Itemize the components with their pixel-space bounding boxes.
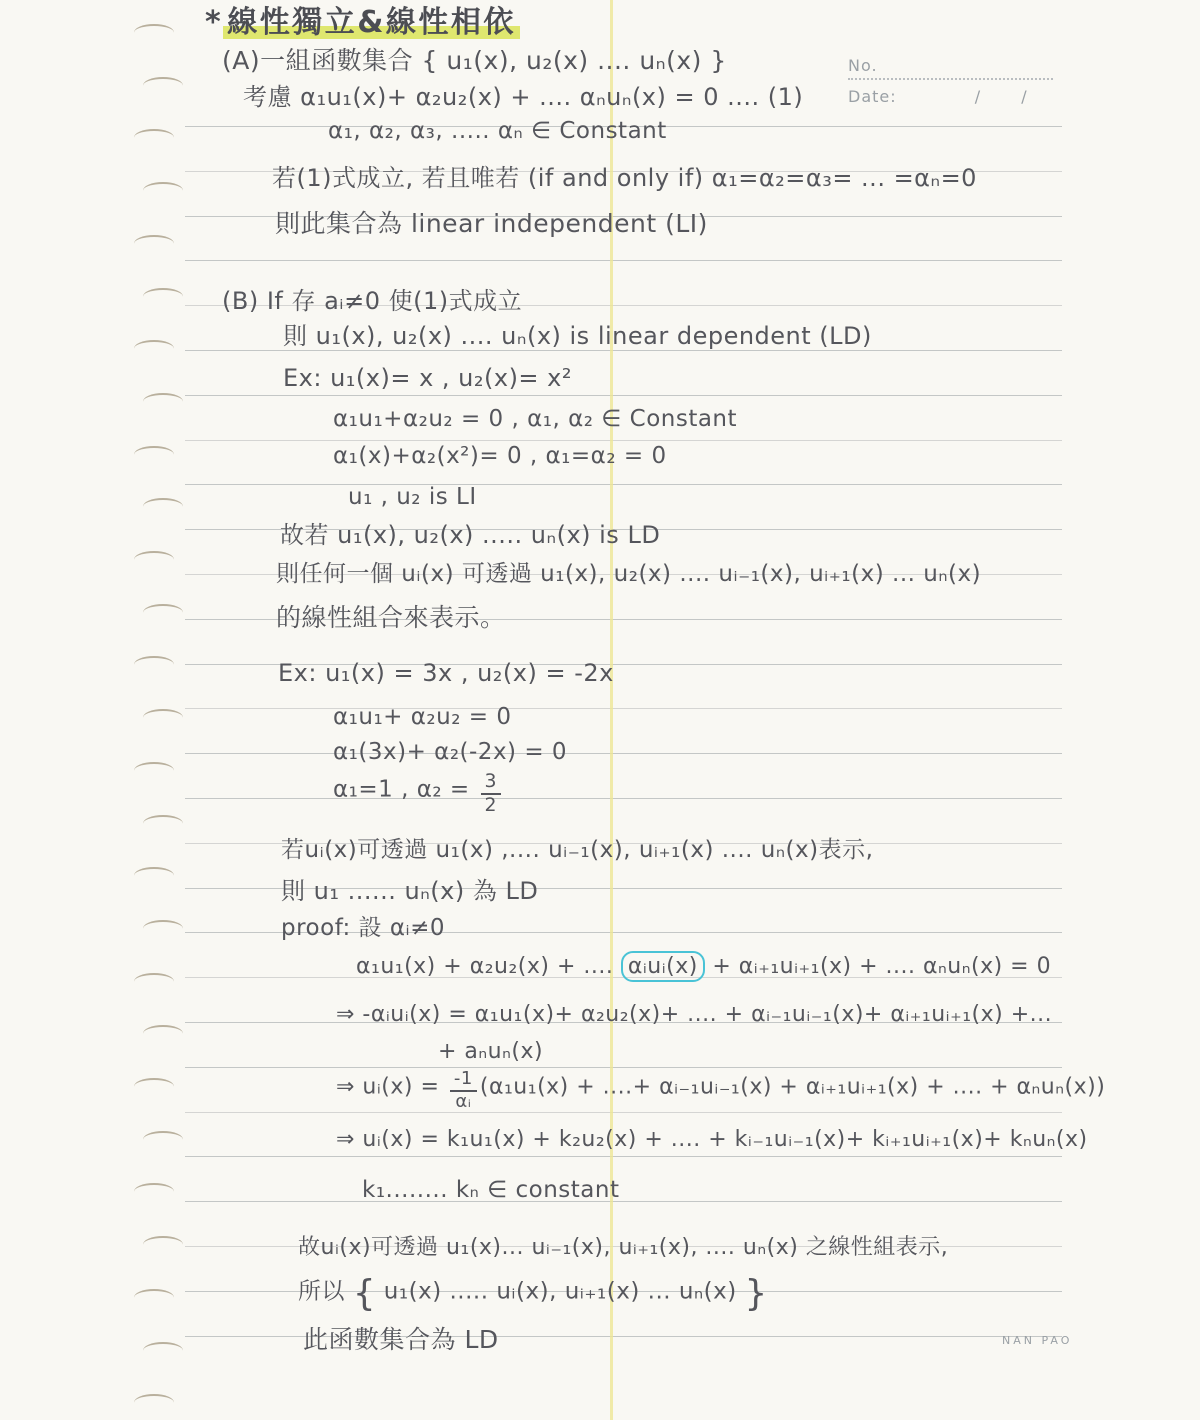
text-segment: ⇒ uᵢ(x) = [336,1074,447,1100]
binder-hole-mark [134,24,174,41]
handwritten-line [275,208,708,239]
text-segment: α₁u₁+α₂u₂ = 0 , α₁, α₂ ∈ Constant [333,406,738,432]
ruled-line [185,395,1062,396]
text-segment: k₁........ kₙ ∈ constant [362,1177,620,1203]
binder-hole-mark [143,1131,183,1148]
text-segment: 此函數集合為 LD [303,1325,499,1354]
binder-hole-mark [143,1342,183,1359]
handwritten-line [283,321,872,351]
text-segment: (α₁u₁(x) + ....+ αᵢ₋₁uᵢ₋₁(x) + αᵢ₊₁uᵢ₊₁(x) + .... + αₙuₙ(x)) [479,1074,1106,1100]
handwritten-line [348,483,477,512]
binder-hole-mark [134,973,174,990]
text-segment: 則任何一個 uᵢ(x) 可透過 u₁(x), u₂(x) .... uᵢ₋₁(x), uᵢ₊₁(x) ... uₙ(x) [276,561,982,587]
page-header [848,56,1053,106]
ruled-line [185,1201,1062,1202]
handwritten-line [276,560,981,589]
text-segment: α₁(x)+α₂(x²)= 0 , α₁=α₂ = 0 [333,443,667,469]
date-slash: / [1021,87,1028,106]
brand-mark: NAN PAO [1002,1334,1073,1347]
binder-hole-mark [143,77,183,94]
ruled-line [185,440,1062,441]
handwritten-line [281,836,873,865]
handwritten-line [362,1176,619,1205]
binder-hole-mark [143,815,183,832]
binder-hole-mark [143,288,183,305]
handwritten-line [281,876,538,906]
handwritten-line [336,1126,1088,1154]
text-segment: 若uᵢ(x)可透過 u₁(x) ,.... uᵢ₋₁(x), uᵢ₊₁(x) .... uₙ(x)表示, [281,837,874,863]
binder-hole-mark [143,709,183,726]
handwritten-line [356,953,1051,981]
handwritten-line [333,405,737,434]
date-label: Date: [848,87,897,106]
handwritten-line [333,703,511,732]
binder-hole-mark [134,129,174,146]
handwritten-line [333,442,667,471]
no-field [848,56,1053,80]
ruled-line [185,1156,1062,1157]
text-segment: α₁, α₂, α₃, ..... αₙ ∈ Constant [328,118,667,144]
binder-hole-mark [134,340,174,357]
text-segment: u₁(x) ..... uᵢ(x), uᵢ₊₁(x) ... uₙ(x) [376,1278,745,1305]
text-segment: 若(1)式成立, 若且唯若 (if and only if) α₁=α₂=α₃= ... =αₙ=0 [272,164,977,192]
handwritten-line [298,1272,768,1317]
handwritten-line [243,82,803,112]
text-segment: ⇒ uᵢ(x) = k₁u₁(x) + k₂u₂(x) + .... + kᵢ₋₁uᵢ₋₁(x)+ kᵢ₊₁uᵢ₊₁(x)+ kₙuₙ(x) [336,1127,1088,1152]
binder-hole-mark [143,920,183,937]
binder-hole-mark [134,1183,174,1200]
handwritten-line [333,772,504,816]
text-segment: * [205,5,224,40]
handwritten-line [336,1070,1105,1112]
handwritten-line [272,163,977,193]
text-segment: 考慮 α₁u₁(x)+ α₂u₂(x) + .... αₙuₙ(x) = 0 .... (1) [243,83,804,111]
binder-hole-mark [134,446,174,463]
binder-hole-mark [134,1289,174,1306]
text-segment: α₁u₁+ α₂u₂ = 0 [333,704,512,730]
ruled-line [185,798,1062,799]
handwritten-line [328,117,667,146]
text-segment: u₁ , u₂ is LI [348,484,477,510]
text-segment: + αᵢ₊₁uᵢ₊₁(x) + .... αₙuₙ(x) = 0 [704,954,1052,979]
ruled-line [185,753,1062,754]
text-segment: Ex: u₁(x) = 3x , u₂(x) = -2x [278,659,614,687]
text-segment: 則 u₁(x), u₂(x) .... uₙ(x) is linear dependent (LD) [283,322,872,350]
text-segment: } [744,1273,768,1314]
no-label: No. [848,56,878,75]
binder-hole-mark [143,498,183,515]
ruled-line [185,1067,1062,1068]
handwritten-line [222,286,522,316]
text-segment: ⇒ -αᵢuᵢ(x) = α₁u₁(x)+ α₂u₂(x)+ .... + αᵢ₋₁uᵢ₋₁(x)+ αᵢ₊₁uᵢ₊₁(x) +... [336,1002,1053,1027]
binder-hole-mark [134,1078,174,1095]
binder-hole-mark [143,182,183,199]
page-title [205,4,520,42]
handwritten-line [280,520,660,550]
handwritten-line [278,658,614,688]
text-segment: 則 u₁ ...... uₙ(x) 為 LD [281,877,539,905]
text-segment: + aₙuₙ(x) [438,1039,544,1064]
text-segment: 所以 [298,1278,353,1305]
binder-hole-mark [143,1236,183,1253]
fraction: $\frac{3}{2}$ [481,772,502,816]
handwritten-line [298,1234,948,1262]
text-segment: Ex: u₁(x)= x , u₂(x)= x² [283,364,572,392]
ruled-line [185,260,1062,261]
handwritten-line [281,914,445,943]
handwritten-line [336,1001,1052,1029]
binder-hole-mark [134,1394,174,1411]
binder-hole-mark [143,1025,183,1042]
text-segment: 的線性組合來表示。 [276,603,506,632]
binder-hole-mark [134,867,174,884]
text-segment: (A)一組函數集合 { u₁(x), u₂(x) .... uₙ(x) } [222,46,727,75]
date-slash: / [974,87,982,106]
binder-hole-mark [143,604,183,621]
handwritten-line [276,602,506,633]
circled-term: αᵢuᵢ(x) [621,951,705,982]
text-segment: α₁=1 , α₂ = [333,776,478,803]
handwritten-line [333,738,567,767]
text-segment: proof: 設 αᵢ≠0 [281,915,446,941]
binder-hole-mark [134,762,174,779]
text-segment: 線性獨立&線性相依 [223,5,520,40]
date-field [848,87,1053,106]
ruled-line [185,484,1062,485]
text-segment: (B) If 存 aᵢ≠0 使(1)式成立 [222,287,523,315]
text-segment: { [352,1273,376,1314]
text-segment: α₁(3x)+ α₂(-2x) = 0 [333,739,568,765]
binder-hole-mark [143,393,183,410]
ruled-line [185,708,1062,709]
fraction: $\frac{-1}{\text{αᵢ}}$ [450,1070,477,1112]
text-segment: 故若 u₁(x), u₂(x) ..... uₙ(x) is LD [280,521,661,549]
binder-hole-mark [134,551,174,568]
text-segment: 故uᵢ(x)可透過 u₁(x)... uᵢ₋₁(x), uᵢ₊₁(x), .... uₙ(x) 之線性組表示, [298,1235,949,1260]
handwritten-line [283,363,572,393]
handwritten-line [303,1324,499,1355]
binder-hole-mark [134,235,174,252]
handwritten-line [438,1038,543,1066]
text-segment: α₁u₁(x) + α₂u₂(x) + .... [356,954,621,979]
handwritten-line [222,45,727,76]
binder-hole-mark [134,656,174,673]
text-segment: 則此集合為 linear independent (LI) [275,209,708,238]
